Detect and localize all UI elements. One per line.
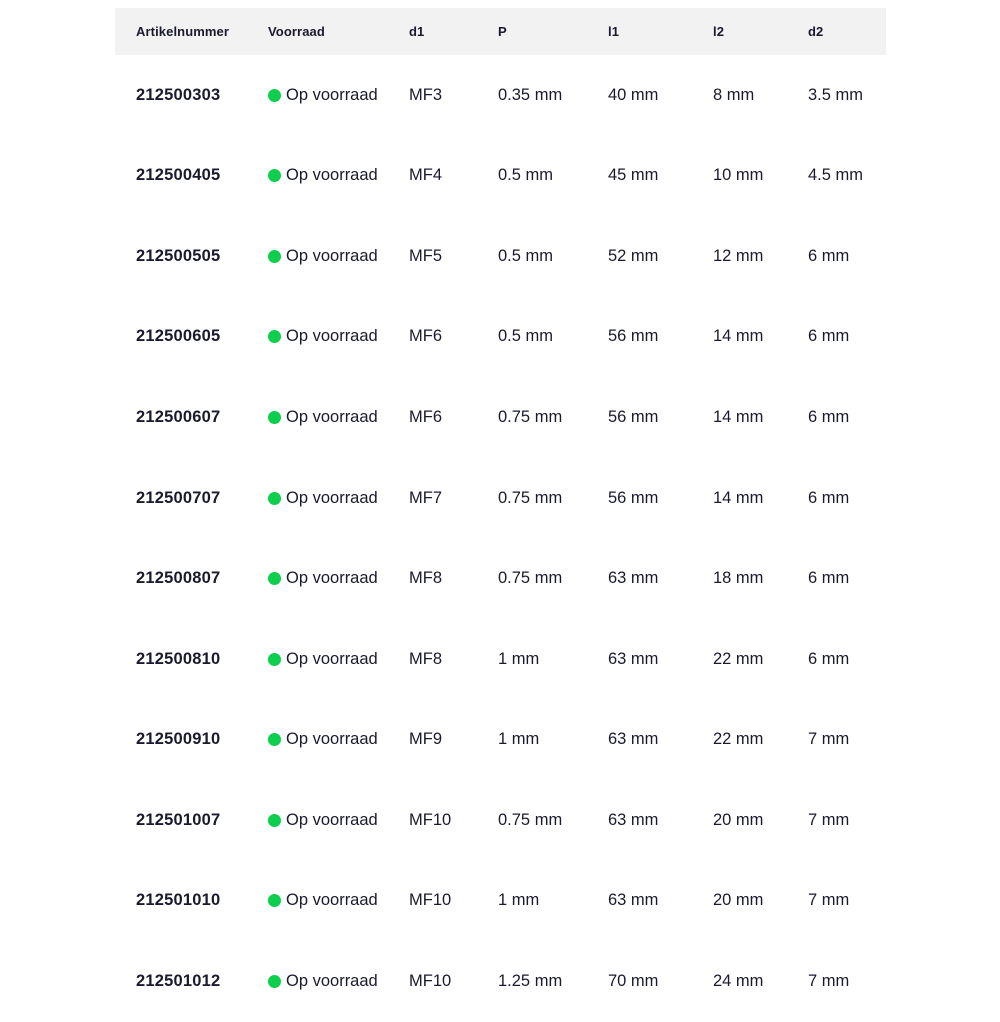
- column-header-voorraad: Voorraad: [268, 24, 325, 39]
- cell-p: 0.5 mm: [498, 327, 554, 346]
- column-header-artikelnummer: Artikelnummer: [136, 24, 230, 39]
- cell-d2: 6 mm: [808, 569, 850, 588]
- column-header-d1: d1: [409, 24, 425, 39]
- table-row[interactable]: [115, 458, 886, 539]
- cell-l2: 8 mm: [713, 85, 755, 104]
- cell-p: 0.75 mm: [498, 569, 563, 588]
- cell-p: 1 mm: [498, 649, 540, 668]
- article-number: 212500405: [136, 166, 221, 185]
- cell-p: 0.75 mm: [498, 810, 563, 829]
- in-stock-dot-icon: [268, 975, 281, 988]
- cell-l2: 20 mm: [713, 891, 764, 910]
- cell-p: 0.5 mm: [498, 166, 554, 185]
- cell-l2: 24 mm: [713, 971, 764, 990]
- table-row[interactable]: [115, 297, 886, 378]
- article-number: 212500607: [136, 407, 221, 426]
- cell-d1: MF8: [409, 569, 442, 588]
- table-row[interactable]: [115, 136, 886, 217]
- article-number: 212500605: [136, 327, 221, 346]
- stock-status: [268, 166, 409, 185]
- in-stock-dot-icon: [268, 814, 281, 827]
- cell-l1: 63 mm: [608, 569, 659, 588]
- cell-d1: MF10: [409, 971, 452, 990]
- in-stock-dot-icon: [268, 572, 281, 585]
- table-row[interactable]: [115, 538, 886, 619]
- cell-l1: 52 mm: [608, 246, 659, 265]
- in-stock-dot-icon: [268, 330, 281, 343]
- stock-status: [268, 86, 409, 105]
- stock-label: Op voorraad: [286, 971, 378, 990]
- cell-l1: 45 mm: [608, 166, 659, 185]
- stock-label: Op voorraad: [286, 891, 378, 910]
- stock-status: [268, 327, 409, 346]
- table-row[interactable]: [115, 55, 886, 136]
- cell-p: 1.25 mm: [498, 971, 563, 990]
- stock-status: [268, 891, 409, 910]
- cell-d1: MF6: [409, 407, 442, 426]
- cell-d1: MF5: [409, 246, 442, 265]
- article-number: 212501010: [136, 891, 221, 910]
- cell-d1: MF9: [409, 730, 442, 749]
- stock-status: [268, 489, 409, 508]
- stock-status: [268, 247, 409, 266]
- cell-l1: 63 mm: [608, 810, 659, 829]
- cell-l2: 14 mm: [713, 488, 764, 507]
- cell-p: 0.5 mm: [498, 246, 554, 265]
- cell-d2: 4.5 mm: [808, 166, 864, 185]
- cell-l2: 14 mm: [713, 407, 764, 426]
- cell-d2: 6 mm: [808, 246, 850, 265]
- cell-d2: 7 mm: [808, 891, 850, 910]
- cell-d1: MF8: [409, 649, 442, 668]
- cell-p: 1 mm: [498, 891, 540, 910]
- stock-status: [268, 972, 409, 991]
- column-header-l2: l2: [713, 24, 725, 39]
- cell-l1: 40 mm: [608, 85, 659, 104]
- article-number: 212500910: [136, 730, 221, 749]
- stock-label: Op voorraad: [286, 488, 378, 507]
- article-number: 212500303: [136, 85, 221, 104]
- in-stock-dot-icon: [268, 653, 281, 666]
- product-spec-table: [115, 8, 886, 1022]
- stock-label: Op voorraad: [286, 649, 378, 668]
- cell-d2: 3.5 mm: [808, 85, 864, 104]
- table-row[interactable]: [115, 619, 886, 700]
- stock-label: Op voorraad: [286, 407, 378, 426]
- stock-label: Op voorraad: [286, 730, 378, 749]
- column-header-l1: l1: [608, 24, 620, 39]
- stock-status: [268, 650, 409, 669]
- table-row[interactable]: [115, 860, 886, 941]
- in-stock-dot-icon: [268, 89, 281, 102]
- cell-l1: 56 mm: [608, 407, 659, 426]
- table-header: [115, 8, 886, 55]
- cell-d2: 6 mm: [808, 407, 850, 426]
- stock-label: Op voorraad: [286, 166, 378, 185]
- in-stock-dot-icon: [268, 411, 281, 424]
- column-header-p: P: [498, 24, 507, 39]
- cell-l2: 20 mm: [713, 810, 764, 829]
- cell-l2: 22 mm: [713, 649, 764, 668]
- cell-p: 1 mm: [498, 730, 540, 749]
- cell-p: 0.35 mm: [498, 85, 563, 104]
- column-header-d2: d2: [808, 24, 824, 39]
- cell-l1: 63 mm: [608, 891, 659, 910]
- cell-l2: 10 mm: [713, 166, 764, 185]
- cell-d2: 6 mm: [808, 488, 850, 507]
- table-row[interactable]: [115, 377, 886, 458]
- cell-l1: 70 mm: [608, 971, 659, 990]
- cell-l1: 56 mm: [608, 488, 659, 507]
- cell-d1: MF10: [409, 891, 452, 910]
- cell-l2: 14 mm: [713, 327, 764, 346]
- cell-d1: MF4: [409, 166, 442, 185]
- article-number: 212501007: [136, 810, 221, 829]
- cell-d2: 7 mm: [808, 971, 850, 990]
- article-number: 212500807: [136, 569, 221, 588]
- cell-d2: 6 mm: [808, 327, 850, 346]
- cell-p: 0.75 mm: [498, 407, 563, 426]
- article-number: 212500505: [136, 246, 221, 265]
- table-row[interactable]: [115, 216, 886, 297]
- cell-d2: 6 mm: [808, 649, 850, 668]
- in-stock-dot-icon: [268, 733, 281, 746]
- cell-d2: 7 mm: [808, 730, 850, 749]
- stock-label: Op voorraad: [286, 85, 378, 104]
- cell-d1: MF6: [409, 327, 442, 346]
- in-stock-dot-icon: [268, 250, 281, 263]
- stock-label: Op voorraad: [286, 246, 378, 265]
- cell-d1: MF10: [409, 810, 452, 829]
- article-number: 212500810: [136, 649, 221, 668]
- stock-status: [268, 408, 409, 427]
- article-number: 212500707: [136, 488, 221, 507]
- cell-l1: 63 mm: [608, 649, 659, 668]
- table-row[interactable]: [115, 780, 886, 861]
- table-row[interactable]: [115, 699, 886, 780]
- cell-l2: 18 mm: [713, 569, 764, 588]
- stock-label: Op voorraad: [286, 810, 378, 829]
- stock-label: Op voorraad: [286, 327, 378, 346]
- table-body: [115, 55, 886, 1022]
- cell-l1: 56 mm: [608, 327, 659, 346]
- cell-l2: 22 mm: [713, 730, 764, 749]
- article-number: 212501012: [136, 971, 221, 990]
- stock-status: [268, 569, 409, 588]
- in-stock-dot-icon: [268, 894, 281, 907]
- table-row[interactable]: [115, 941, 886, 1022]
- stock-status: [268, 730, 409, 749]
- stock-status: [268, 811, 409, 830]
- cell-l2: 12 mm: [713, 246, 764, 265]
- stock-label: Op voorraad: [286, 569, 378, 588]
- cell-p: 0.75 mm: [498, 488, 563, 507]
- cell-d1: MF3: [409, 85, 442, 104]
- in-stock-dot-icon: [268, 169, 281, 182]
- cell-l1: 63 mm: [608, 730, 659, 749]
- cell-d2: 7 mm: [808, 810, 850, 829]
- cell-d1: MF7: [409, 488, 442, 507]
- in-stock-dot-icon: [268, 492, 281, 505]
